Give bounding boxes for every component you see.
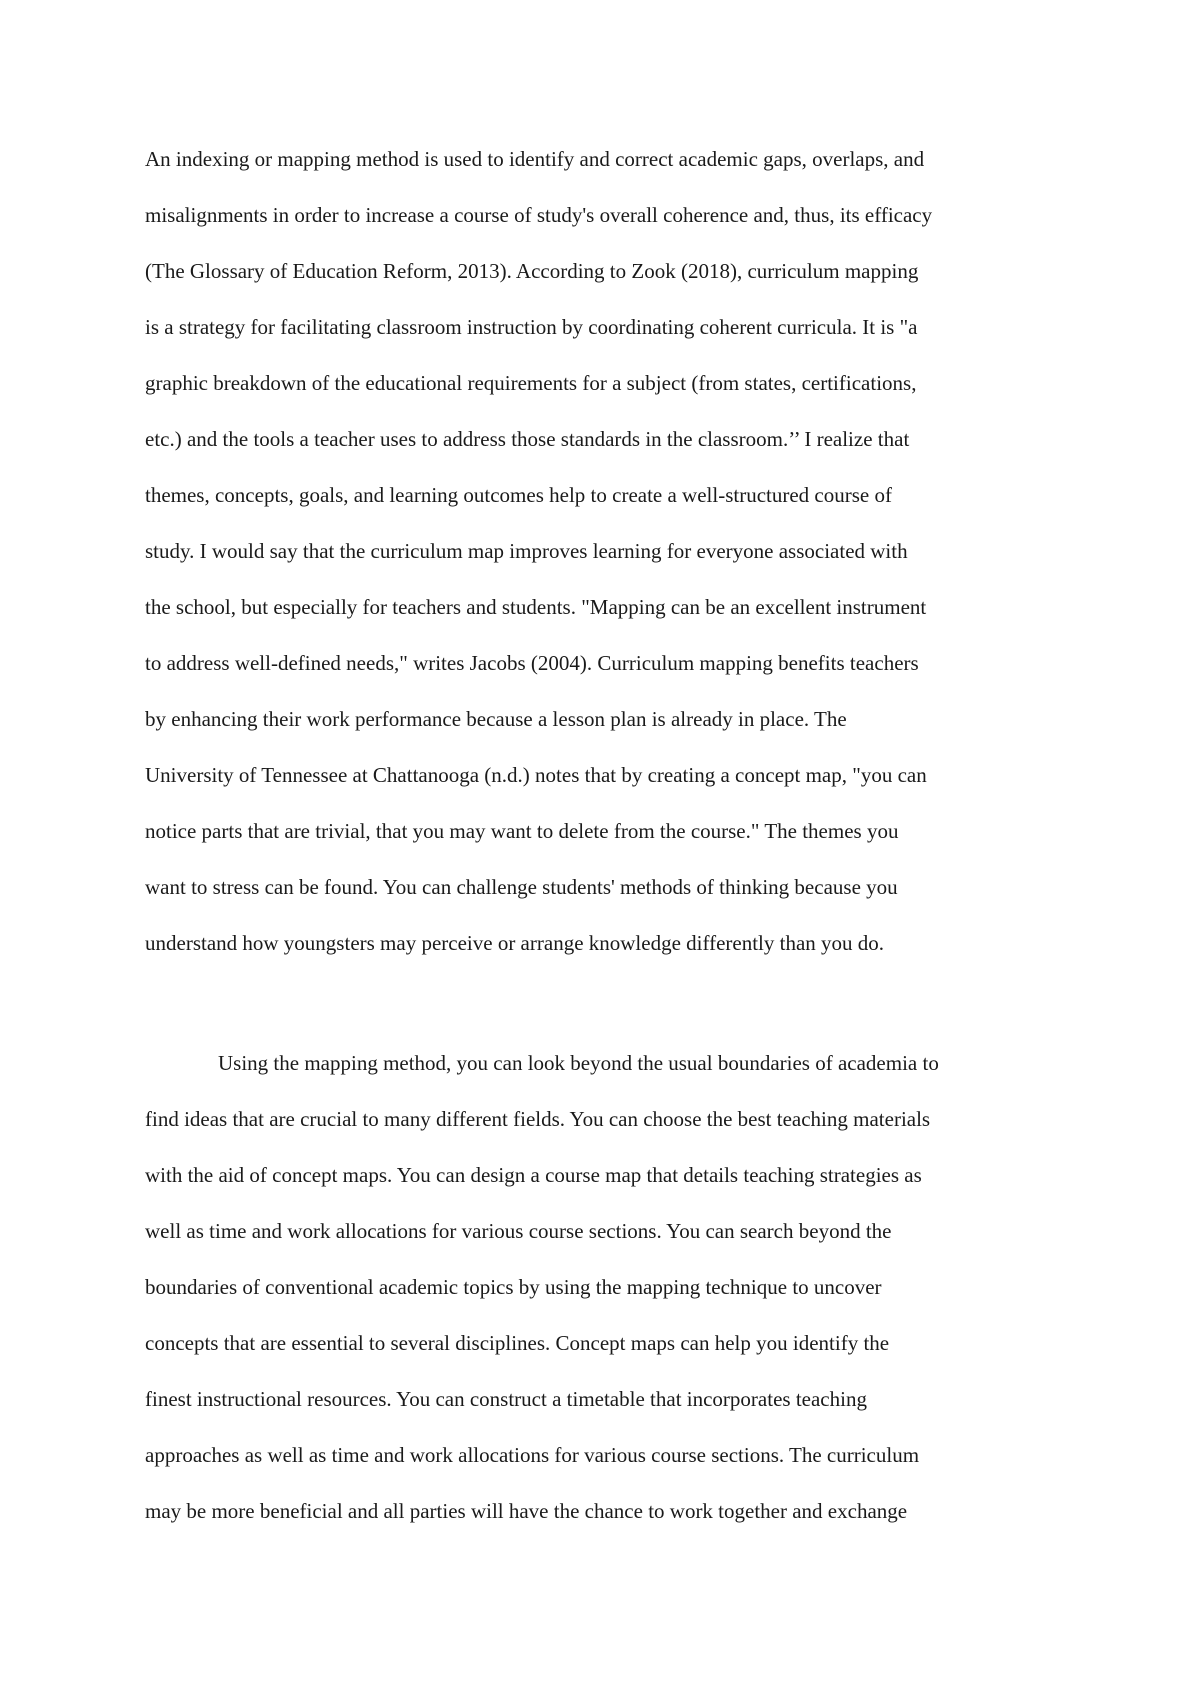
paragraph-line: University of Tennessee at Chattanooga (n.d.) notes that by creating a concept map, "you can (145, 763, 927, 787)
paragraph-line: notice parts that are trivial, that you may want to delete from the course." The themes you (145, 819, 899, 843)
paragraph-line: to address well-defined needs," writes Jacobs (2004). Curriculum mapping benefits teachers (145, 651, 919, 675)
paragraph-line: concepts that are essential to several disciplines. Concept maps can help you identify the (145, 1331, 890, 1355)
paragraph-line: want to stress can be found. You can challenge students' methods of thinking because you (145, 875, 898, 899)
paragraph-line: boundaries of conventional academic topics by using the mapping technique to uncover (145, 1275, 882, 1299)
paragraph-line: is a strategy for facilitating classroom instruction by coordinating coherent curricula. It is "a (145, 315, 918, 339)
paragraph-line: find ideas that are crucial to many different fields. You can choose the best teaching materials (145, 1107, 931, 1131)
paragraph-line: Using the mapping method, you can look beyond the usual boundaries of academia to (218, 1051, 939, 1075)
paragraph-2 (145, 1042, 1065, 1546)
paragraph-line: approaches as well as time and work allocations for various course sections. The curriculum (145, 1443, 920, 1467)
paragraph-1 (145, 138, 1065, 978)
paragraph-line: misalignments in order to increase a course of study's overall coherence and, thus, its efficacy (145, 203, 933, 227)
paragraph-line: study. I would say that the curriculum map improves learning for everyone associated with (145, 539, 908, 563)
paragraph-spacer (145, 978, 1065, 1042)
paragraph-line: graphic breakdown of the educational requirements for a subject (from states, certifications, (145, 371, 917, 395)
paragraph-line: themes, concepts, goals, and learning outcomes help to create a well-structured course of (145, 483, 892, 507)
paragraph-line: by enhancing their work performance because a lesson plan is already in place. The (145, 707, 847, 731)
paragraph-line: well as time and work allocations for various course sections. You can search beyond the (145, 1219, 892, 1243)
paragraph-line: etc.) and the tools a teacher uses to address those standards in the classroom.’’ I realize that (145, 427, 910, 451)
paragraph-line: may be more beneficial and all parties will have the chance to work together and exchange (145, 1499, 908, 1523)
paragraph-line: An indexing or mapping method is used to identify and correct academic gaps, overlaps, and (145, 147, 925, 171)
paragraph-line: finest instructional resources. You can construct a timetable that incorporates teaching (145, 1387, 867, 1411)
paragraph-line: understand how youngsters may perceive or arrange knowledge differently than you do. (145, 931, 885, 955)
paragraph-line: with the aid of concept maps. You can design a course map that details teaching strategies as (145, 1163, 922, 1187)
paragraph-line: the school, but especially for teachers and students. "Mapping can be an excellent instrument (145, 595, 927, 619)
paragraph-line: (The Glossary of Education Reform, 2013). According to Zook (2018), curriculum mapping (145, 259, 919, 283)
document-body (145, 138, 1065, 1546)
